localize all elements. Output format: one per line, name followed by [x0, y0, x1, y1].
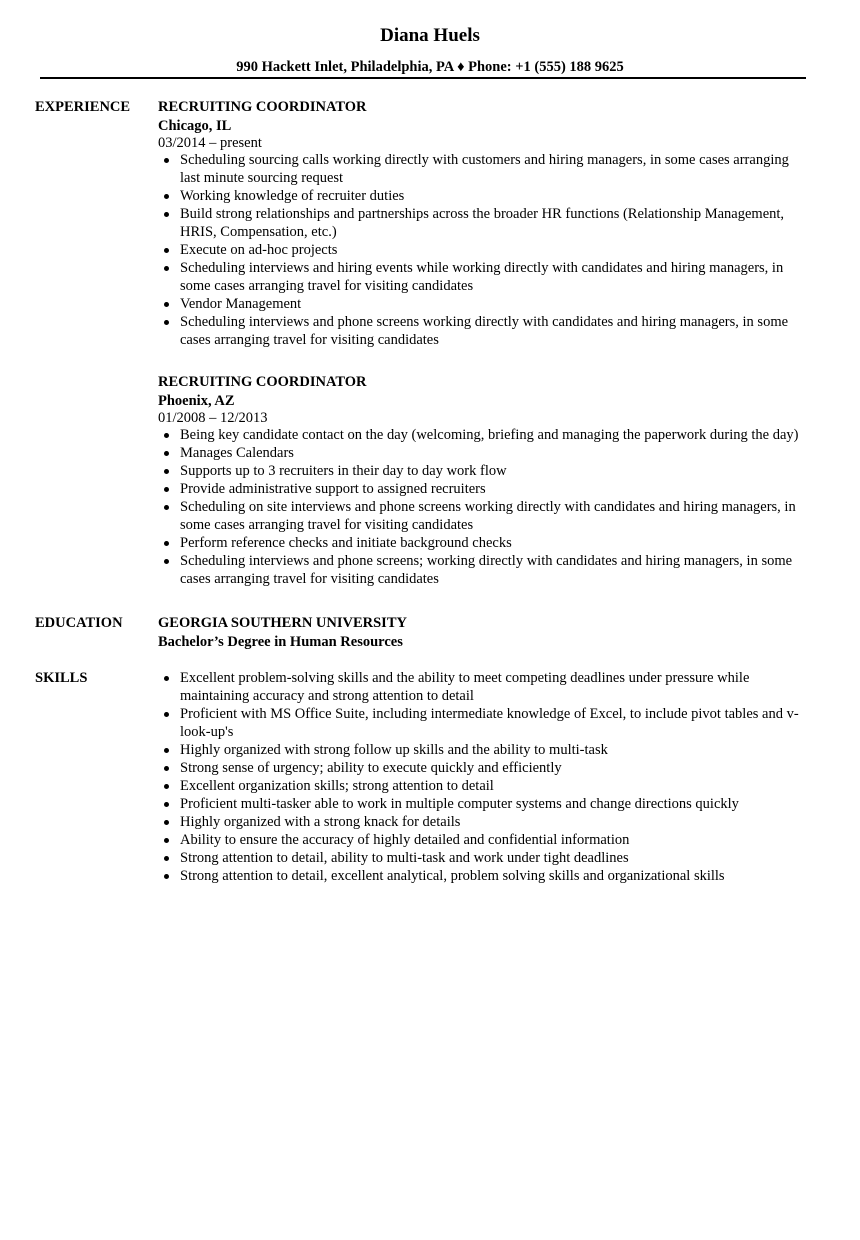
- bullet-dot-icon: [164, 212, 169, 217]
- bullet-dot-icon: [164, 712, 169, 717]
- skill-item: [158, 813, 807, 831]
- job-bullet: [158, 187, 807, 205]
- skill-text: Excellent organization skills; strong attention to detail: [180, 778, 494, 794]
- bullet-dot-icon: [164, 266, 169, 271]
- skill-text: Highly organized with strong follow up skills and the ability to multi-task: [180, 742, 608, 758]
- bullet-dot-icon: [164, 158, 169, 163]
- bullet-dot-icon: [164, 469, 169, 474]
- job-bullets: [158, 426, 807, 588]
- bullet-dot-icon: [164, 559, 169, 564]
- job-bullet: [158, 205, 807, 241]
- school-name: GEORGIA SOUTHERN UNIVERSITY: [158, 615, 407, 631]
- skill-item: [158, 759, 807, 777]
- job-bullet: [158, 498, 807, 534]
- job-bullet-text: Vendor Management: [180, 296, 302, 312]
- job-bullets: [158, 151, 807, 349]
- education-section: [35, 614, 807, 651]
- job-bullet: [158, 295, 807, 313]
- skills-body: [158, 669, 807, 885]
- job-title: RECRUITING COORDINATOR: [158, 374, 367, 390]
- job-bullet: [158, 241, 807, 259]
- job-entry: [158, 373, 807, 588]
- job-bullet-text: Being key candidate contact on the day (welcoming, briefing and managing the paperwork during the day): [180, 427, 799, 443]
- skill-text: Proficient multi-tasker able to work in multiple computer systems and change directions quickly: [180, 796, 739, 812]
- job-location: Phoenix, AZ: [158, 393, 235, 409]
- bullet-dot-icon: [164, 802, 169, 807]
- job-title: RECRUITING COORDINATOR: [158, 99, 367, 115]
- job-entry: [158, 98, 807, 349]
- experience-section: [35, 98, 807, 588]
- bullet-dot-icon: [164, 505, 169, 510]
- bullet-dot-icon: [164, 766, 169, 771]
- bullet-dot-icon: [164, 541, 169, 546]
- job-bullet: [158, 462, 807, 480]
- resume-header: [0, 0, 860, 76]
- job-bullet-text: Scheduling sourcing calls working directly with customers and hiring managers, in some cases arranging last minute sourcing request: [180, 152, 789, 186]
- job-bullet: [158, 534, 807, 552]
- education-heading: EDUCATION: [35, 615, 123, 631]
- job-bullet-text: Scheduling interviews and phone screens; working directly with candidates and hiring managers, in some cases arranging travel for visiting candidates: [180, 553, 793, 587]
- bullet-dot-icon: [164, 838, 169, 843]
- skill-text: Highly organized with a strong knack for details: [180, 814, 461, 830]
- skill-item: [158, 795, 807, 813]
- bullet-dot-icon: [164, 433, 169, 438]
- skill-text: Strong attention to detail, excellent analytical, problem solving skills and organizational skills: [180, 868, 725, 884]
- job-bullet-text: Working knowledge of recruiter duties: [180, 188, 405, 204]
- job-bullet-text: Execute on ad-hoc projects: [180, 242, 338, 258]
- bullet-dot-icon: [164, 320, 169, 325]
- bullet-dot-icon: [164, 856, 169, 861]
- bullet-dot-icon: [164, 820, 169, 825]
- job-bullet: [158, 313, 807, 349]
- skill-text: Strong sense of urgency; ability to execute quickly and efficiently: [180, 760, 562, 776]
- job-bullet: [158, 259, 807, 295]
- job-bullet: [158, 426, 807, 444]
- bullet-dot-icon: [164, 302, 169, 307]
- job-bullet-text: Provide administrative support to assigned recruiters: [180, 481, 486, 497]
- job-dates: 03/2014 – present: [158, 135, 262, 151]
- bullet-dot-icon: [164, 248, 169, 253]
- skills-list: [158, 669, 807, 885]
- skill-item: [158, 831, 807, 849]
- job-bullet-text: Supports up to 3 recruiters in their day to day work flow: [180, 463, 507, 479]
- bullet-dot-icon: [164, 874, 169, 879]
- header-divider: [40, 77, 806, 79]
- job-dates: 01/2008 – 12/2013: [158, 410, 268, 426]
- skill-text: Excellent problem-solving skills and the ability to meet competing deadlines under pressure while maintaining accuracy and strong attention to detail: [180, 670, 750, 704]
- skill-text: Proficient with MS Office Suite, including intermediate knowledge of Excel, to include pivot tables and v-look-up's: [180, 706, 799, 740]
- bullet-dot-icon: [164, 784, 169, 789]
- bullet-dot-icon: [164, 676, 169, 681]
- job-bullet-text: Manages Calendars: [180, 445, 294, 461]
- job-bullet-text: Build strong relationships and partnerships across the broader HR functions (Relationship Management, HRIS, Compensation, etc.): [180, 206, 785, 240]
- contact-line: 990 Hackett Inlet, Philadelphia, PA ♦ Phone: +1 (555) 188 9625: [236, 59, 624, 75]
- skill-item: [158, 705, 807, 741]
- job-bullet-text: Perform reference checks and initiate background checks: [180, 535, 512, 551]
- bullet-dot-icon: [164, 194, 169, 199]
- skill-text: Ability to ensure the accuracy of highly detailed and confidential information: [180, 832, 630, 848]
- job-bullet: [158, 480, 807, 498]
- skill-item: [158, 867, 807, 885]
- skill-item: [158, 669, 807, 705]
- skills-heading: SKILLS: [35, 670, 88, 686]
- job-bullet: [158, 552, 807, 588]
- skill-item: [158, 741, 807, 759]
- experience-heading: EXPERIENCE: [35, 99, 131, 115]
- job-bullet-text: Scheduling interviews and phone screens working directly with candidates and hiring managers, in some cases arranging travel for visiting candidates: [180, 314, 789, 348]
- skills-section: [35, 669, 807, 885]
- degree-name: Bachelor’s Degree in Human Resources: [158, 634, 403, 650]
- skill-item: [158, 777, 807, 795]
- bullet-dot-icon: [164, 487, 169, 492]
- experience-body: [158, 98, 807, 588]
- job-bullet: [158, 151, 807, 187]
- resume-sections: [35, 98, 807, 885]
- job-bullet-text: Scheduling interviews and hiring events while working directly with candidates and hiring managers, in some cases arranging travel for visiting candidates: [180, 260, 784, 294]
- bullet-dot-icon: [164, 748, 169, 753]
- skill-text: Strong attention to detail, ability to multi-task and work under tight deadlines: [180, 850, 629, 866]
- candidate-name: Diana Huels: [380, 25, 480, 46]
- bullet-dot-icon: [164, 451, 169, 456]
- job-bullet: [158, 444, 807, 462]
- skill-item: [158, 849, 807, 867]
- education-body: [158, 614, 807, 651]
- job-location: Chicago, IL: [158, 118, 232, 134]
- job-bullet-text: Scheduling on site interviews and phone screens working directly with candidates and hiring managers, in some cases arranging travel for visiting candidates: [180, 499, 796, 533]
